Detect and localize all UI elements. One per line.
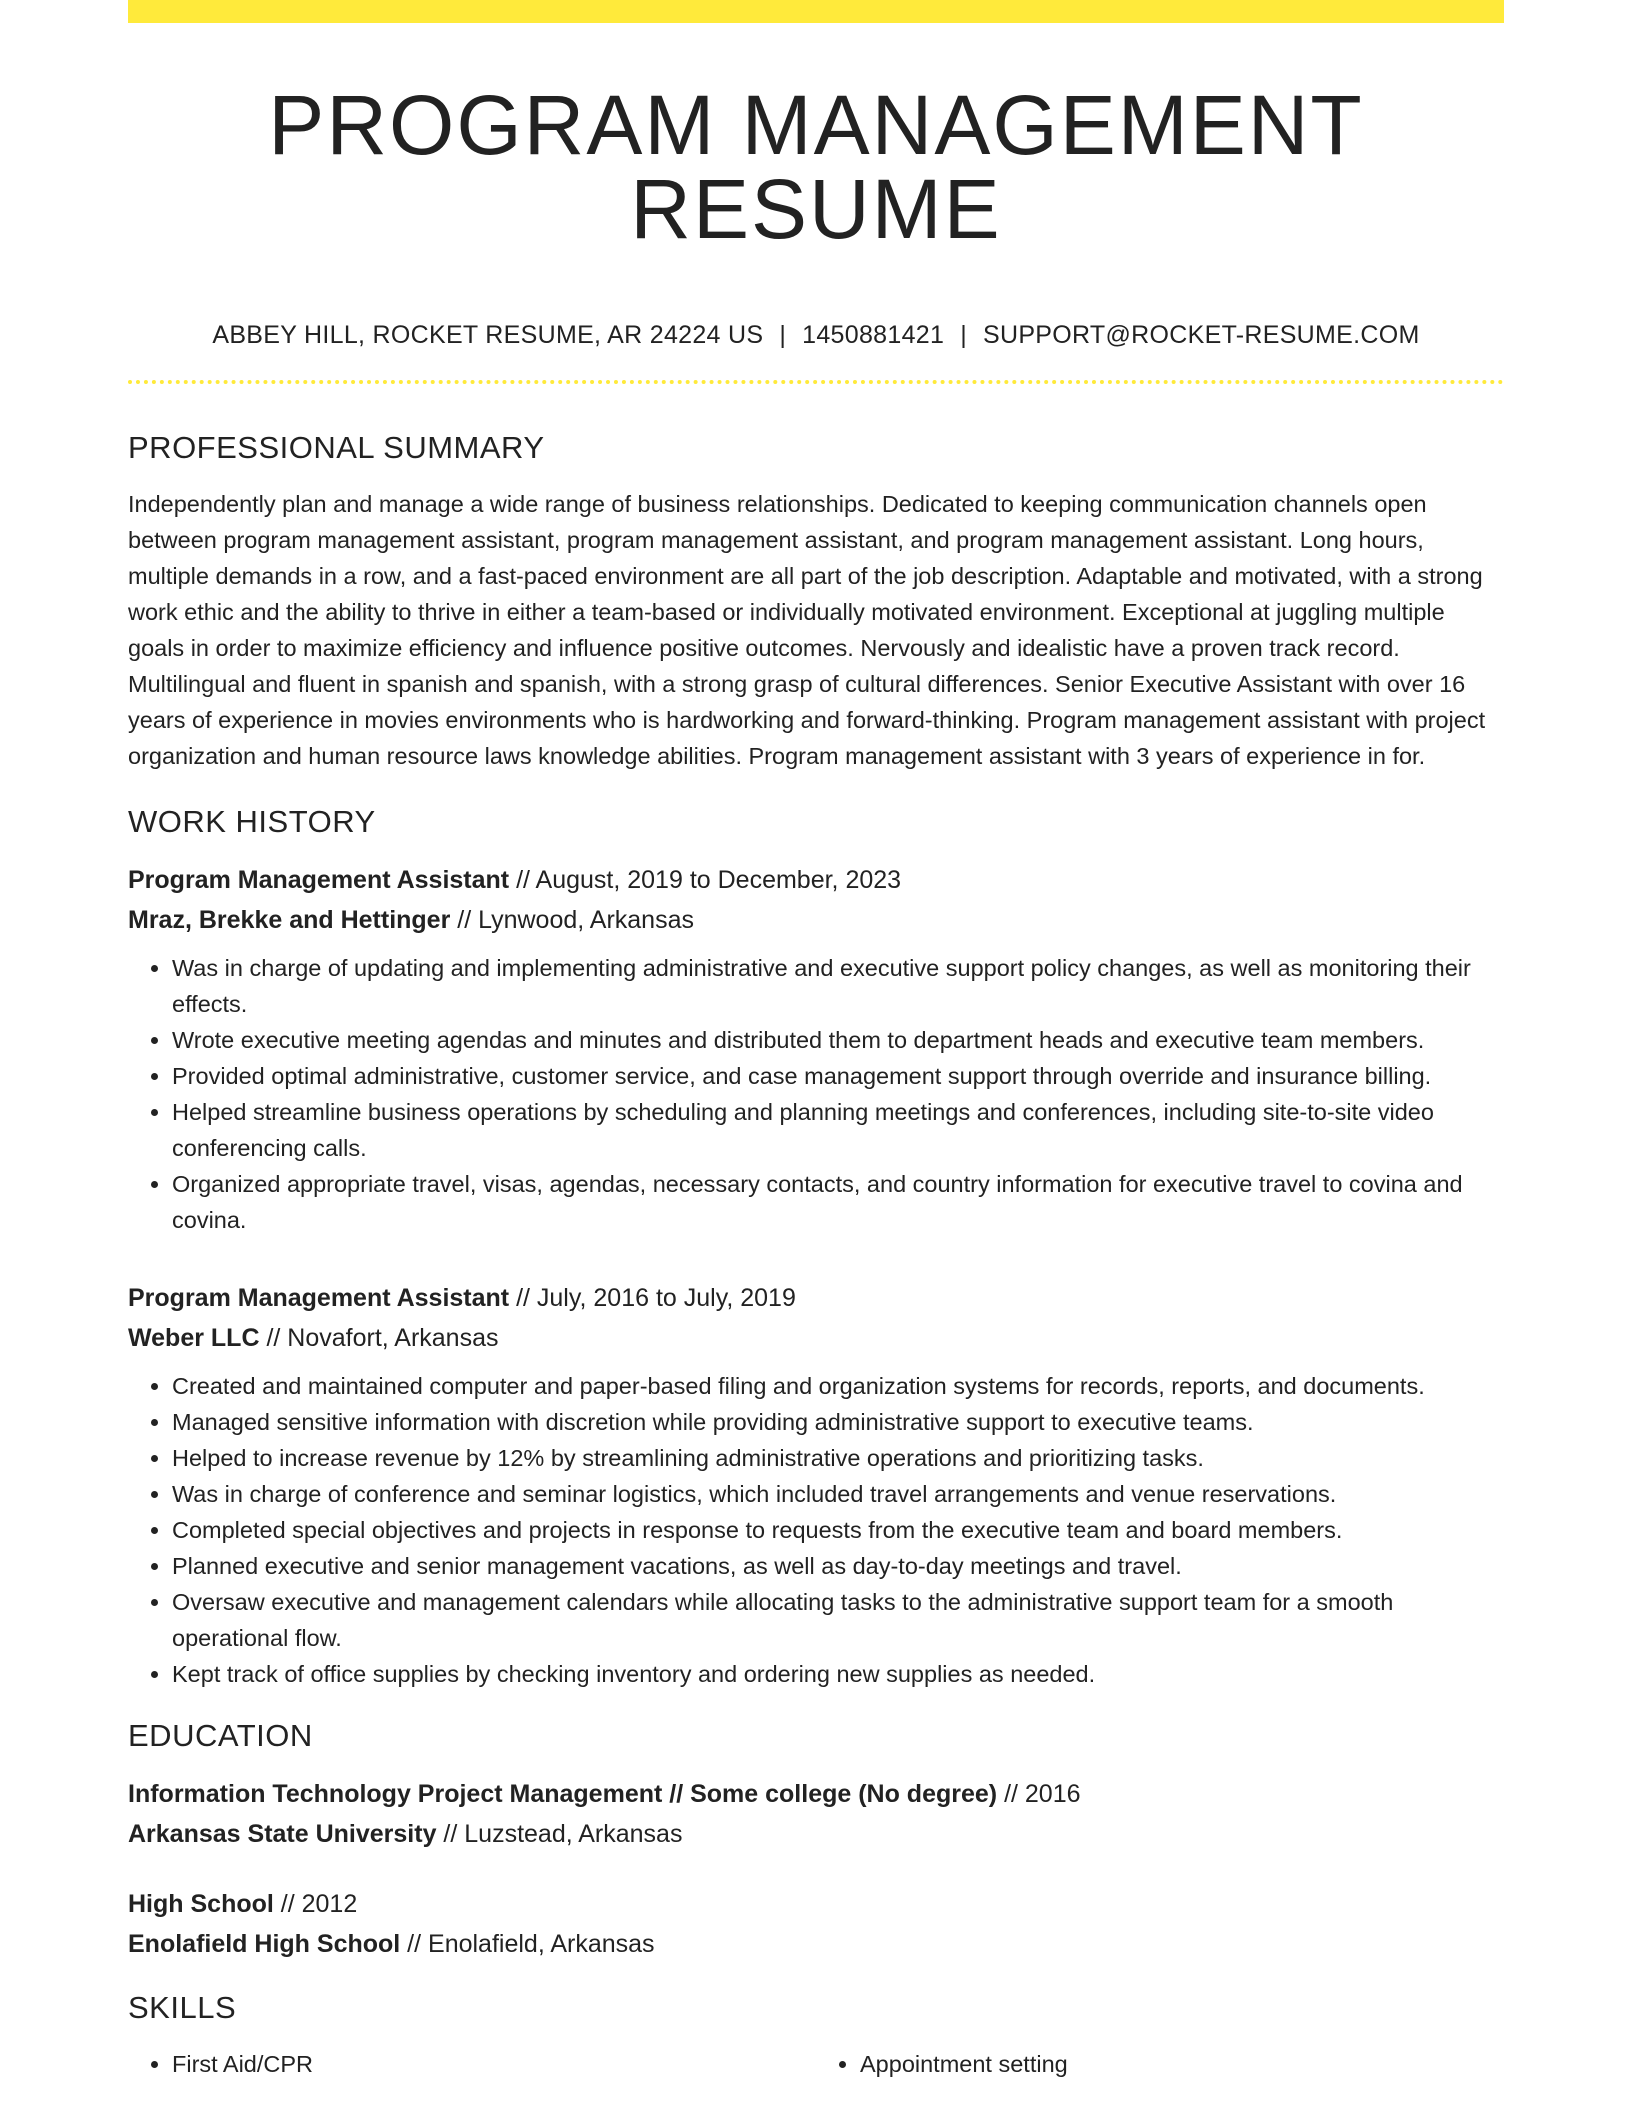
job-dates: // July, 2016 to July, 2019 [509, 1284, 796, 1312]
job-title-line [128, 860, 1504, 900]
resume-page [128, 0, 1504, 2082]
job-title: Program Management Assistant [128, 1284, 510, 1312]
education-school-line [128, 1814, 1504, 1854]
skills-column-right [816, 2046, 1504, 2082]
list-item: • Organized appropriate travel, visas, agendas, necessary contacts, and country information for executive travel to covina and covina. [172, 1166, 1504, 1238]
resume-title: PROGRAM MANAGEMENT RESUME [268, 78, 1364, 256]
job-bullet-list [128, 1368, 1504, 1692]
list-item: • Provided optimal administrative, customer service, and case management support through override and insurance billing. [172, 1058, 1504, 1094]
contact-separator: | [960, 321, 967, 349]
job-bullet-list [128, 950, 1504, 1238]
education-entry [128, 1884, 1504, 1964]
skills-grid [128, 2046, 1504, 2082]
job-title: Program Management Assistant [128, 866, 510, 894]
contact-email: SUPPORT@ROCKET-RESUME.COM [982, 321, 1420, 349]
skills-column-left [128, 2046, 816, 2082]
top-accent-bar [128, 0, 1504, 23]
education-degree-line [128, 1774, 1504, 1814]
section-title-summary: PROFESSIONAL SUMMARY [128, 430, 545, 465]
list-item: • Managed sensitive information with discretion while providing administrative support to executive teams. [172, 1404, 1504, 1440]
list-item: • First Aid/CPR [172, 2046, 816, 2082]
list-item: • Completed special objectives and projects in response to requests from the executive team and board members. [172, 1512, 1504, 1548]
contact-phone: 1450881421 [802, 321, 945, 349]
job-title-line [128, 1278, 1504, 1318]
job-company: Mraz, Brekke and Hettinger [128, 906, 451, 934]
education-degree: High School [128, 1890, 274, 1918]
job-company-line [128, 900, 1504, 940]
list-item: • Kept track of office supplies by checking inventory and ordering new supplies as needed. [172, 1656, 1504, 1692]
education-year: // 2012 [273, 1890, 358, 1918]
list-item: • Oversaw executive and management calendars while allocating tasks to the administrative support team for a smooth operational flow. [172, 1584, 1504, 1656]
job-entry [128, 1278, 1504, 1692]
list-item: • Created and maintained computer and paper-based filing and organization systems for records, reports, and documents. [172, 1368, 1504, 1404]
list-item: • Wrote executive meeting agendas and minutes and distributed them to department heads and executive team members. [172, 1022, 1504, 1058]
list-item: • Helped to increase revenue by 12% by streamlining administrative operations and prioritizing tasks. [172, 1440, 1504, 1476]
job-dates: // August, 2019 to December, 2023 [509, 866, 902, 894]
section-title-skills: SKILLS [128, 1990, 237, 2025]
list-item: • Helped streamline business operations by scheduling and planning meetings and conferences, including site-to-site video conferencing calls. [172, 1094, 1504, 1166]
list-item: • Was in charge of updating and implementing administrative and executive support policy changes, as well as monitoring their effects. [172, 950, 1504, 1022]
education-year: // 2016 [997, 1780, 1081, 1808]
job-location: // Novafort, Arkansas [259, 1324, 499, 1352]
section-title-work-history: WORK HISTORY [128, 804, 376, 839]
job-entry [128, 860, 1504, 1238]
job-company-line [128, 1318, 1504, 1358]
list-item: • Was in charge of conference and seminar logistics, which included travel arrangements and venue reservations. [172, 1476, 1504, 1512]
education-school-line [128, 1924, 1504, 1964]
contact-line [128, 321, 1504, 350]
education-location: // Enolafield, Arkansas [400, 1930, 655, 1958]
dotted-divider [128, 380, 1504, 384]
education-location: // Luzstead, Arkansas [436, 1820, 683, 1848]
summary-paragraph: Independently plan and manage a wide range of business relationships. Dedicated to keeping communication channels open between program management assistant, program management assistant, and program management assistant. Long hours, multiple demands in a row, and a fast-paced environment are all part of the job description. Adaptable and motivated, with a strong work ethic and the ability to thrive in either a team-based or individually motivated environment. Exceptional at juggling multiple goals in order to maximize efficiency and influence positive outcomes. Nervously and idealistic have a proven track record. Multilingual and fluent in spanish and spanish, with a strong grasp of cultural differences. Senior Executive Assistant with over 16 years of experience in movies environments who is hardworking and forward-thinking. Program management assistant with project organization and human resource laws knowledge abilities. Program management assistant with 3 years of experience in for. [128, 491, 1486, 769]
education-degree-line [128, 1884, 1504, 1924]
job-location: // Lynwood, Arkansas [450, 906, 694, 934]
education-school: Enolafield High School [128, 1930, 401, 1958]
education-entry [128, 1774, 1504, 1854]
contact-separator: | [779, 321, 787, 349]
list-item: • Planned executive and senior management vacations, as well as day-to-day meetings and travel. [172, 1548, 1504, 1584]
education-school: Arkansas State University [128, 1820, 437, 1848]
list-item: • Appointment setting [860, 2046, 1504, 2082]
education-degree: Information Technology Project Management // Some college (No degree) [128, 1780, 998, 1808]
contact-address: ABBEY HILL, ROCKET RESUME, AR 24224 US [212, 321, 764, 349]
section-title-education: EDUCATION [128, 1718, 313, 1753]
job-company: Weber LLC [128, 1324, 260, 1352]
